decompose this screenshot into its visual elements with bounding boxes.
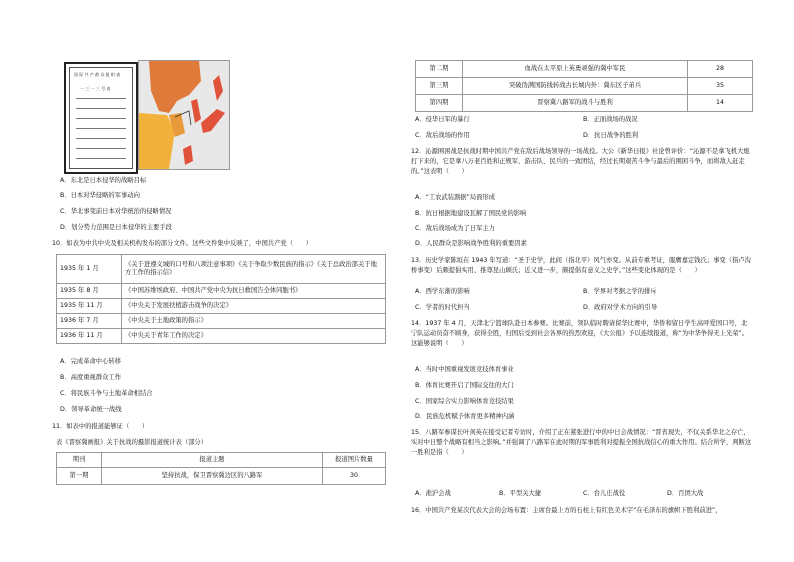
table-row [57, 255, 386, 284]
q11-table-part2 [415, 60, 753, 112]
east-asia-map [139, 61, 229, 169]
table-row [57, 314, 386, 329]
q10-stem: 10．如表为中共中央及相关机构发布的部分文件。这些文件集中反映了，中国共产党（ ） [52, 240, 312, 247]
q10-option-c: C．将民族斗争与土地革命相结合 [60, 390, 153, 397]
table-header-row [57, 453, 386, 468]
q11-option-d: D．抗日战争的胜利 [583, 132, 639, 139]
q14-option-a: A．当时中国重视发展竞技体育事业 [415, 366, 514, 373]
document-line [76, 118, 126, 119]
table-row [57, 329, 386, 344]
q12-option-c: C．敌后战场成为了日军主力 [415, 225, 495, 232]
column-header: 期刊 [57, 453, 102, 468]
q10-option-a: A．完成革命中心转移 [60, 358, 121, 365]
issue-cell: 第一期 [57, 468, 102, 485]
q13-option-d: D．政府对学术方向的引导 [583, 304, 658, 311]
q15-text: 15．八路军参谋长叶剑英在接受记者专访时，介绍了正在紧张进行中的中日会战情况：“晋省现失，不仅关系华北之存亡，实对中日整个战略有相当之影响。”并强调了八路军在此时期的军事胜利对提振全国抗战信心的重大作用。结合所学，判断这一胜利是指（ ） [411, 429, 752, 456]
q10-option-d: D．领导革命统一战线 [60, 406, 122, 413]
topic-cell: 晋察冀八路军的战斗与胜利 [463, 95, 688, 112]
table-row [416, 95, 753, 112]
q14-option-b: B．体育比赛开启了国际交往的大门 [415, 382, 514, 389]
q13-option-a: A．西学东渐的影响 [415, 288, 470, 295]
count-cell: 14 [688, 95, 753, 112]
q15-option-d: D．百团大战 [667, 490, 704, 497]
document-subtitle: 一 三 一 三 号 表 [80, 86, 111, 91]
document-cell: 《中央关于青年工作的决定》 [122, 329, 386, 344]
issue-cell: 第三期 [416, 78, 463, 95]
date-cell: 1936 年 11 月 [57, 329, 122, 344]
table-row [57, 468, 386, 485]
q14-option-c: C．国家综合实力影响体育竞技结果 [415, 398, 514, 405]
q14-text: 14．1937 年 4 月，天津北宁篮球队赴日本参赛。比赛前，领队临时聘请留华比赛中，华侨和留日学生高呼爱国口号，北宁队运动员奋不顾身，获得全胜，归国后受到社会各界的热烈欢迎，《大公报》予以连续报道，称“为中华争得无上光荣”。这能够说明（ ） [411, 320, 749, 347]
q11-option-a: A．侵华日军的暴行 [415, 116, 470, 123]
column-header: 报道图片数量 [323, 453, 386, 468]
q11-caption: 表《晋察冀画报》关于抗战的摄影报道统计表（部分） [56, 439, 208, 446]
count-cell: 30 [323, 468, 386, 485]
q14-option-d: D．民族危机赋予体育更多精神内涵 [415, 413, 515, 420]
count-cell: 28 [688, 61, 753, 78]
q12-option-d: D．人民群众是影响战争胜利的重要因素 [415, 240, 527, 247]
count-cell: 35 [688, 78, 753, 95]
document-title: 国 际 共 产 群 众 组 织 表 [74, 72, 121, 77]
document-line [76, 98, 126, 99]
document-cell: 《关于进遵义城的口号和八项注意事项》《关于争取少数民族的指示》《关于总政治部关于地方工作的指示信》 [122, 255, 386, 284]
q10-option-b: B．高度重视群众工作 [60, 374, 121, 381]
date-cell: 1935 年 11 月 [57, 299, 122, 314]
document-line [76, 128, 126, 129]
document-cell: 《中央关于土地政策的指示》 [122, 314, 386, 329]
topic-cell: 血战在太平原上英勇顽强的冀中军民 [463, 61, 688, 78]
q9-option-b: B．日本对华侵略的军事动向 [60, 192, 140, 199]
column-header: 报道主题 [102, 453, 323, 468]
q12-option-a: A．“工农武装割据”局面形成 [415, 194, 496, 201]
q16-text: 16．中国共产党某次代表大会的会场布置：主席台最上方的石柱上有红色美术字“在毛泽东的旗帜下胜利前进”， [411, 507, 722, 514]
q15-option-c: C．台儿庄战役 [583, 490, 626, 497]
document-cell: 《中央关于发展扶植游击战争的决定》 [122, 299, 386, 314]
q11-stem: 11．如表中的报道能够证（ ） [52, 423, 149, 430]
table-row [57, 299, 386, 314]
q15-option-b: B．平型关大捷 [499, 490, 542, 497]
issue-cell: 第四期 [416, 95, 463, 112]
q9-option-a: A．东北是日本侵华的战略目标 [60, 177, 147, 184]
table-row [57, 284, 386, 299]
document-cell: 《中国苏维埃政府、中国共产党中央为抗日救国告全体同胞书》 [122, 284, 386, 299]
q9-map-image [138, 60, 230, 170]
table-row [416, 61, 753, 78]
q11-table-part1 [56, 452, 386, 485]
q9-option-d: D．划分势力范围是日本侵华的主要手段 [60, 224, 172, 231]
q11-option-b: B．正面战场的战况 [583, 116, 638, 123]
document-frame [69, 67, 133, 169]
document-line [76, 148, 126, 149]
q11-option-c: C．敌后战场的作用 [415, 132, 470, 139]
q15-option-a: A．淞沪会战 [415, 490, 451, 497]
q9-option-c: C．华北事变前日本对华统治的侵略情况 [60, 208, 172, 215]
document-line [76, 138, 126, 139]
topic-cell: 突破伪满国防线转战古长城内外：冀东区子弟兵 [463, 78, 688, 95]
q13-option-b: B．学界对考据之学的排斥 [583, 288, 657, 295]
date-cell: 1935 年 8 月 [57, 284, 122, 299]
q12-option-b: B．抗日根据地建设瓦解了国民党的影响 [415, 210, 527, 217]
q12-text: 12．沁源围困战是抗战时期中国共产党在敌后战场领导的一场战役。大公《新华日报》社论曾评价：“沁源不是拿飞机大炮打下来的，它是拿八万老百姓和正规军、游击队、民兵的一致团结，经过长期艰苦斗争与最后的围困斗争，而将敌人赶走的。”这表明（ ） [411, 148, 750, 175]
table-row [416, 78, 753, 95]
document-line [76, 158, 126, 159]
q10-table [56, 254, 386, 344]
issue-cell: 第二期 [416, 61, 463, 78]
q13-option-c: C．学者的时代担当 [415, 304, 470, 311]
q13-text: 13．历史学家陈垣在 1943 年写道：“圣于史学，此间（指北平）风气亦变。从前专重考证，服膺嘉定钱氏；事变（指卢沟桥事变）后颇提倡实用，推尊昆山顾氏；近又进一步，颇提倡有意义之史学。”这些变化体现的是（ ） [411, 257, 751, 274]
topic-cell: 坚持抗战，保卫晋察冀边区的八路军 [102, 468, 323, 485]
q9-document-image [64, 62, 138, 174]
document-line [76, 108, 126, 109]
date-cell: 1935 年 1 月 [57, 255, 122, 284]
date-cell: 1936 年 7 月 [57, 314, 122, 329]
